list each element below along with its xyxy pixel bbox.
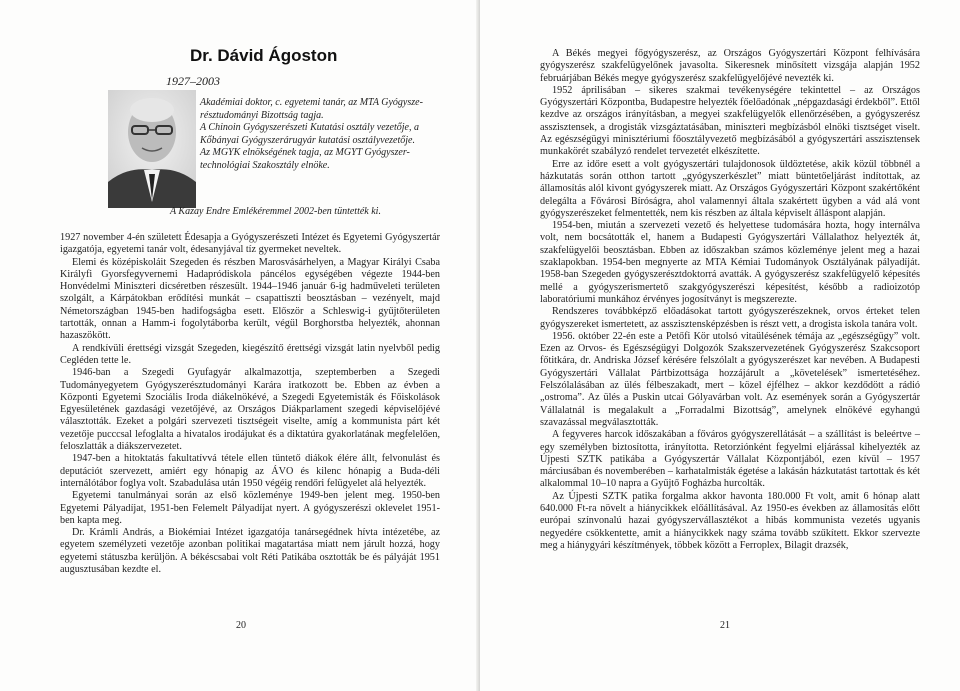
caption-line: Az MGYK elnökségének tagja, az MGYT Gyógyszer- <box>200 147 410 159</box>
paragraph: A rendkívüli érettségi vizsgát Szegeden, kiegészítő érettségi vizsgát latin nyelvből pedig Cegléden tette le. <box>60 342 440 366</box>
caption-line: Akadémiai doktor, c. egyetemi tanár, az MTA Gyógysze- <box>200 97 423 108</box>
caption-line: résztudományi Bizottság tagja. <box>200 109 324 121</box>
caption-line: A Chinoin Gyógyszerészeti Kutatási osztály vezetője, a <box>200 122 419 134</box>
portrait-photo <box>108 90 196 208</box>
right-page <box>480 0 960 691</box>
paragraph: Elemi és középiskoláit Szegeden és részben Marosvásárhelyen, a Magyar Királyi Csaba Királyfi Gyorsfegyvernemi Hadapródiskola páncélos egységében végezte 1944-ben Honvédelmi Miniszteri dicséretben részesült. 1944–1946 január 6-ig hadműveleti területen szolgált, a Kárpátokban erődítési munkát – csapattiszti beosztásban – vezényelt, majd Németországban 1945-ben hadifogságba esett. Először a Schleswig-i gyűjtőterületen tartották, onnan a Hamm-i fogolytáborba került, végül Borghorstba helyezték, ahonnan hazaszökött. <box>60 256 440 342</box>
right-body-text <box>540 48 920 552</box>
paragraph: Erre az időre esett a volt gyógyszertári tulajdonosok üldöztetése, akik közül többnél a házkutatás során otthon tartott „gyógyszerkészlet” miatt büntetőeljárást indítottak, az államosítás alól kivont gyógyszerek miatt. Az Országos Gyógyszertári Központ szakértőként delegálta a Fővárosi Bíróságra, ahol valamennyi általa szakértett ügyben a vád alá vont gyógyszerészeket felmentették, nem kis részben az általa képviselt álláspont alapján. <box>540 158 920 219</box>
page-number: 20 <box>236 620 246 631</box>
paragraph: A Békés megyei főgyógyszerész, az Országos Gyógyszertári Központ felhívására gyógyszerész szakfelügyelőnek javasolta. Sikeresnek minősített vizsgája alapján 1952 februárjában Békés megye gyógyszerész szakfelügyelőjévé nevezték ki. <box>540 48 920 84</box>
caption-line: Kőbányai Gyógyszerárugyár kutatási osztályvezetője. <box>200 134 415 146</box>
paragraph: 1947-ben a hitoktatás fakultatívvá tétele ellen tüntető diákok élére állt, felvonulást és deputációt szervezett, amiért egy hónapig az ÁVO és kilenc hónapig a Buda-déli internálótábor foglya volt. Szabadulása után 1950 végéig rendőri felügyelet alá helyezték. <box>60 453 440 489</box>
paragraph: A fegyveres harcok időszakában a főváros gyógyszerellátását – a szállítást is beleértve – egy személyben biztosította, irányította. Retorziónként fegyelmi eljárással kihelyezték az Újpesti SZTK patikába a Gyógyszertár Vállalat Központjából, ezen kívül – 1957 márciusában és novemberében – karhatalmisták égetése a lakásán házkutatást tartottak és két alkalommal 10–10 napra a Gyűjtő Fogházba hurcolták. <box>540 429 920 490</box>
caption-line: technológiai Szakosztály elnöke. <box>200 159 330 171</box>
paragraph: 1946-ban a Szegedi Gyufagyár alkalmazottja, szeptemberben a Szegedi Tudományegyetem Gyógyszerésztudományi Karára iratkozott be. Ebben az évben a Központi Egyetemi Szociális Iroda diákelnökévé, a Szegedi Egyetemisták és Főiskolások Egyesületének gazdasági vezetőjévé, az Országos Diákparlament szegedi képviselőjévé választották. Ezeket a polgári szervezeti tisztségeit viselte, amíg a kommunista párt két vezetője pucccsal lefoglalta a hivatalos irodájukat és a diktatúra gyakorlatának megfelelően, feloszlatták a diákszervezetet. <box>60 367 440 453</box>
left-body-text <box>60 232 440 576</box>
paragraph: Egyetemi tanulmányai során az első közleménye 1949-ben jelent meg. 1950-ben Egyetemi Pályadíjat, 1951-ben Felemelt Pályadíjat nyert. A gyógyszerészi oklevelet 1951-ben kapta meg. <box>60 490 440 526</box>
life-dates: 1927–2003 <box>166 74 220 88</box>
paragraph: 1952 áprilisában – sikeres szakmai tevékenységére tekintettel – az Országos Gyógyszertári Központba, Budapestre helyezték főelőadónak „népgazdasági érdekből”. Ettől kezdve az országos irányításban, a megyei szakfelügyelők ellenőrzésében, a gyógyszerész asszisztensek, a drogisták vizsgáztatásában, miniszteri megbízásból elnöki tisztséget viselt. Az egészségügyi minisztériumi főosztályvezető megbízásából a gyógyszertári asszisztensek munkakörét szabályzó rendelet tervezetét elkészítette. <box>540 84 920 158</box>
award-line: A Kazay Endre Emlékéremmel 2002-ben tüntették ki. <box>170 206 381 217</box>
paragraph: Az Újpesti SZTK patika forgalma akkor havonta 180.000 Ft volt, amit 6 hónap alatt 640.000 Ft-ra növelt a hiánycikkek előállításával. Az 1950-es években az államosítás előtt európai színvonalú hazai gyógyszervállasztékot a hibás kommunista vezetés ugyanis negyedére csökkentette, amit a hiánycikkek nagy száma tovább szűkített. Ekkor szervezte meg a hiánygyári készítmények, többek között a Ferroplex, Bilagit drazsék, <box>540 490 920 551</box>
paragraph: Rendszeres továbbképző előadásokat tartott gyógyszerészeknek, orvos érteket telen gyógyszereket ismertetett, az asszisztensképzésben is részt vett, a drogista iskola tanára volt. <box>540 306 920 330</box>
person-name-title: Dr. Dávid Ágoston <box>190 46 338 65</box>
page-number: 21 <box>720 620 730 631</box>
paragraph: 1954-ben, miután a szervezeti vezető és helyettese tudomására hozta, hogy internálva volt, nem bocsátották el, hanem a Budapesti Gyógyszertári Vállalathoz helyezték át, szakfelügyelői beosztásban. Ebben az időszakban számos közleménye jelent meg a hazai szaklapokban. 1954-ben megnyerte az MTA Kémiai Tudományok Osztályának pályadíját. 1958-ban Szegeden gyógyszerésztdoktorrá avatták. A gyógyszerész szakfelügyelő képesítés mellé a gyógyszerismertető szakgyógyszerészi képesítést, később a radioizotóp laboratóriumi munkához érvényes jogosítványt is megszerezte. <box>540 220 920 305</box>
paragraph: 1956. október 22-én este a Petőfi Kör utolsó vitaülésének témája az „egészségügy” volt. Ezen az Orvos- és Egészségügyi Dolgozók Szakszervezetének Gyógyszerész Szakcsoport főtitkára, dr. Andriska József kérésére felszólalt a gyógyszerészet kar nevében. A Budapesti Gyógyszertári Vállalat Pártbizottsága hozzájárult a „követelések” ismertetéséhez. Felszólalásában az ülés félbeszakadt, mert – közel éjfélhez – akkor kezdődött a rádió „ostroma”. Az ülés a Puskin utcai Gólyavárban volt. Az események során a Gyógyszertár Vállalatnál is megalakult a „Forradalmi Bizottság”, amelynek elnökévé egyhangú szavazással megválasztották. <box>540 330 920 428</box>
paragraph: 1927 november 4-én született Édesapja a Gyógyszerészeti Intézet és Egyetemi Gyógyszertár igazgatója, egyetemi tanár volt, édesanyjával tíz gyermeket neveltek. <box>60 232 440 256</box>
bio-caption <box>200 97 440 173</box>
paragraph: Dr. Krámli András, a Biokémiai Intézet igazgatója tanársegédnek hívta intézetébe, az egyetem személyzeti vezetője azonban politikai magatartása miatt nem járult hozzá, hogy egyetemi státuszba kerüljön. A békéscsabai volt Réti Patikába osztották be és pályáját 1951 augusztusában kezdte el. <box>60 527 440 576</box>
